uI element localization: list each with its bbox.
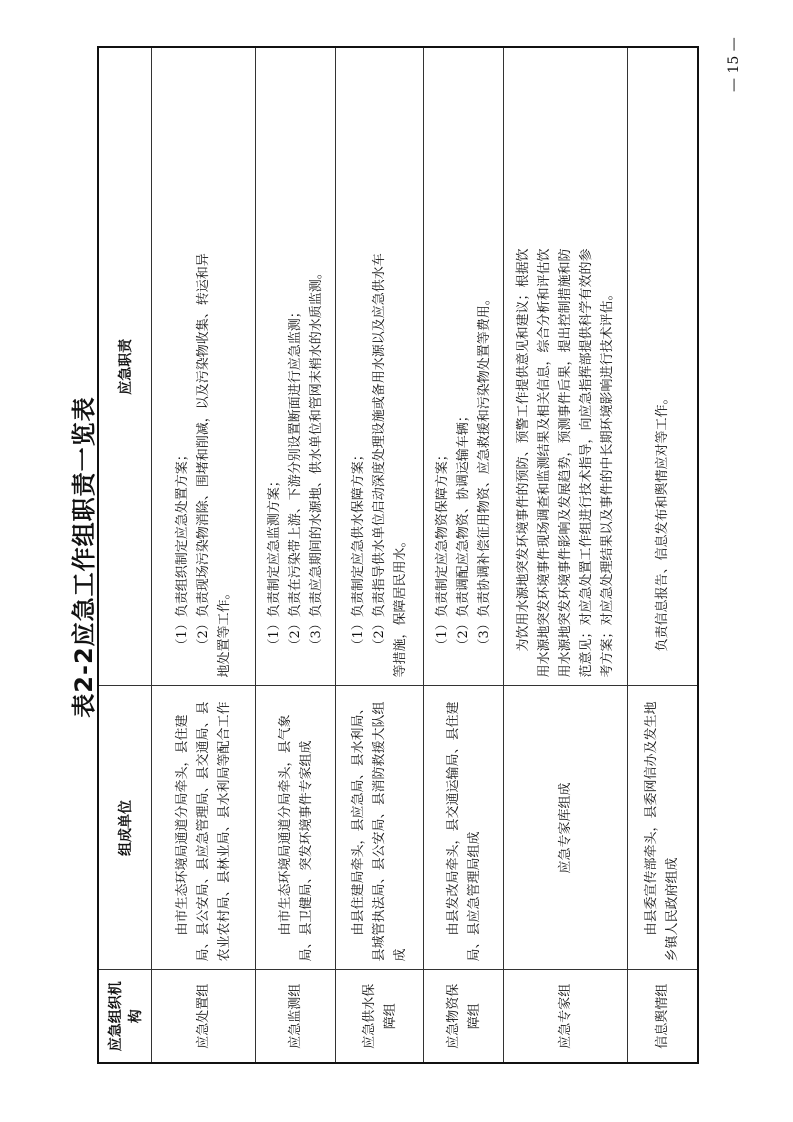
table-header-row — [98, 47, 152, 1063]
table-row — [424, 47, 504, 1063]
duty-line: （1）负责组织制定应急处置方案； — [175, 448, 190, 652]
duty-line: （1）负责制定应急物资保障方案； — [435, 448, 450, 652]
duty-cell — [424, 47, 504, 686]
table-row — [504, 47, 628, 1063]
org-cell: 应急监测组 — [256, 970, 336, 1063]
table-row — [256, 47, 336, 1063]
duty-line: 用水源地突发环境事件影响及发展趋势，预测事件后果，提出控制措施和防 — [558, 248, 573, 678]
duty-cell — [152, 47, 256, 686]
duty-line: （2）负责指导供水单位启动深度处理设施或备用水源以及应急供水车 — [372, 253, 387, 652]
duty-cell — [256, 47, 336, 686]
table-row — [152, 47, 256, 1063]
duty-line: 等措施，保障居民用水。 — [393, 534, 408, 678]
duty-line: （2）负责调配应急物资、协调运输车辆； — [456, 409, 471, 652]
unit-cell: 由县发改局牵头，县交通运输局、县住建局、县应急管理局组成 — [424, 686, 504, 970]
duty-line: 为饮用水源地突发环境事件的预防、预警工作提供意见和建议；根据饮 — [516, 248, 531, 652]
duty-line: 负责信息报告、信息发布和舆情应对等工作。 — [654, 391, 670, 652]
org-cell: 应急专家组 — [504, 970, 628, 1063]
org-cell: 应急处置组 — [152, 970, 256, 1063]
unit-cell: 应急专家库组成 — [504, 686, 628, 970]
duty-cell — [336, 47, 424, 686]
duty-line: （2）负责现场污染物消除、围堵和削减，以及污染物收集、转运和异 — [196, 253, 211, 652]
unit-cell: 由市生态环境局通道分局牵头，县住建局、县公安局、县应急管理局、县交通局、县农业农村局、县林业局、县水利局等配合工作 — [152, 686, 256, 970]
duty-line: 地处置等工作。 — [217, 586, 232, 678]
duty-line: 范意见；对应急处置工作组进行技术指导，向应急指挥部提供科学有效的参 — [579, 248, 594, 678]
table-row — [628, 47, 698, 1063]
duty-cell — [504, 47, 628, 686]
duty-line: （3）负责协调补偿征用物资、应急救援和污染物处置等费用。 — [477, 292, 492, 652]
duty-line: （3）负责应急期间的水源地、供水单位和管网末梢水的水质监测。 — [309, 266, 324, 652]
unit-cell: 由市生态环境局通道分局牵头，县气象局、县卫健局、突发环境事件专家组成 — [256, 686, 336, 970]
duty-line: （1）负责制定应急供水保障方案； — [351, 448, 366, 652]
header-org: 应急组织机构 — [98, 970, 152, 1063]
header-unit: 组成单位 — [98, 686, 152, 970]
table-row — [336, 47, 424, 1063]
duty-line: （2）负责在污染带上游、下游分别设置断面进行应急监测； — [288, 305, 303, 652]
table-title: 表2-2应急工作组职责一览表 — [70, 396, 98, 718]
duty-line: 考方案；对应急处理结果以及事件的中长期环境影响进行技术评估。 — [600, 287, 615, 678]
org-cell: 应急物资保障组 — [424, 970, 504, 1063]
duty-line: （1）负责制定应急监测方案； — [267, 474, 282, 652]
unit-cell: 由县住建局牵头，县应急局、县水利局、县城管执法局、县公安局、县消防救援大队组成 — [336, 686, 424, 970]
header-duty: 应急职责 — [98, 47, 152, 686]
page-number: — 15 — — [726, 37, 742, 92]
duty-line: 用水源地突发环境事件现场调查和监测结果及相关信息，综合分析和评估饮 — [537, 248, 552, 678]
org-cell: 应急供水保障组 — [336, 970, 424, 1063]
duty-table — [97, 46, 699, 1064]
duty-cell — [628, 47, 698, 686]
unit-cell: 由县委宣传部牵头，县委网信办及发生地乡镇人民政府组成 — [628, 686, 698, 970]
org-cell: 信息舆情组 — [628, 970, 698, 1063]
